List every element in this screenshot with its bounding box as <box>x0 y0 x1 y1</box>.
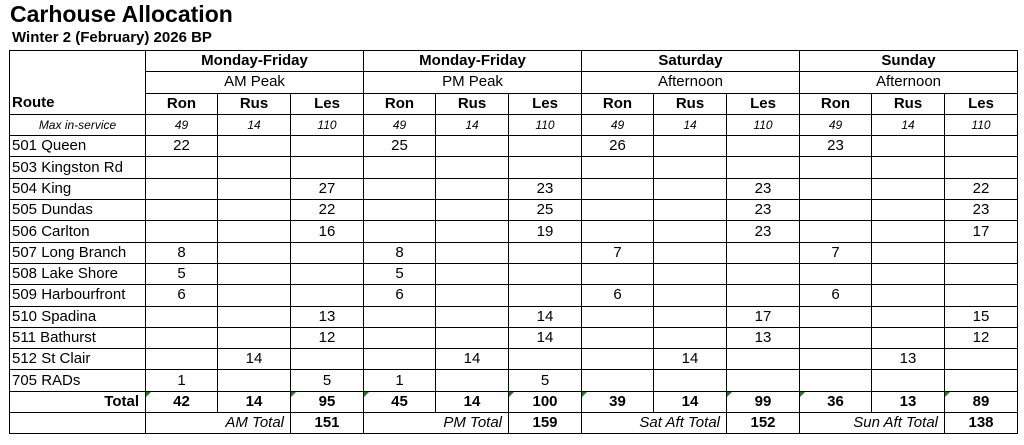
allocation-cell <box>509 136 582 157</box>
allocation-cell <box>872 200 945 221</box>
max-in-service-value: 49 <box>146 114 218 135</box>
allocation-cell <box>945 263 1018 284</box>
allocation-cell: 6 <box>146 285 218 306</box>
route-name: 507 Long Branch <box>10 242 146 263</box>
allocation-cell: 17 <box>727 306 800 327</box>
carhouse-header: Les <box>291 93 364 114</box>
allocation-cell <box>654 327 727 348</box>
allocation-cell <box>582 178 654 199</box>
total-row <box>10 391 1018 412</box>
max-in-service-value: 49 <box>582 114 654 135</box>
allocation-cell: 23 <box>800 136 872 157</box>
allocation-cell: 14 <box>509 306 582 327</box>
route-name: 504 King <box>10 178 146 199</box>
allocation-cell: 17 <box>945 221 1018 242</box>
allocation-cell: 6 <box>582 285 654 306</box>
allocation-cell <box>436 306 509 327</box>
allocation-cell <box>436 200 509 221</box>
allocation-cell <box>654 221 727 242</box>
allocation-cell <box>218 370 291 391</box>
allocation-cell <box>218 200 291 221</box>
allocation-cell <box>436 178 509 199</box>
carhouse-header-row <box>10 93 1018 114</box>
allocation-cell: 8 <box>146 242 218 263</box>
allocation-cell <box>945 136 1018 157</box>
total-value: 14 <box>218 391 291 412</box>
max-in-service-label: Max in-service <box>10 114 146 135</box>
allocation-cell <box>364 306 436 327</box>
allocation-cell <box>654 263 727 284</box>
allocation-cell <box>364 327 436 348</box>
total-value: 39 <box>582 391 654 412</box>
allocation-cell <box>291 157 364 178</box>
allocation-cell: 22 <box>146 136 218 157</box>
table-row <box>10 327 1018 348</box>
group-period-pm: PM Peak <box>364 72 582 93</box>
route-header: Route <box>10 93 146 114</box>
allocation-cell <box>800 221 872 242</box>
max-in-service-row <box>10 114 1018 135</box>
max-in-service-value: 110 <box>291 114 364 135</box>
allocation-cell <box>945 242 1018 263</box>
allocation-cell <box>436 285 509 306</box>
allocation-cell <box>509 263 582 284</box>
allocation-cell: 12 <box>291 327 364 348</box>
allocation-cell <box>727 157 800 178</box>
allocation-cell <box>218 263 291 284</box>
allocation-cell: 13 <box>727 327 800 348</box>
allocation-cell <box>582 200 654 221</box>
allocation-cell <box>146 221 218 242</box>
table-row <box>10 370 1018 391</box>
total-value: 45 <box>364 391 436 412</box>
max-in-service-value: 14 <box>872 114 945 135</box>
allocation-cell <box>654 242 727 263</box>
allocation-cell <box>291 285 364 306</box>
total-value: 14 <box>654 391 727 412</box>
period-total-value-sun: 138 <box>945 413 1018 434</box>
allocation-cell <box>218 178 291 199</box>
group-day-pm: Monday-Friday <box>364 51 582 72</box>
allocation-cell <box>291 349 364 370</box>
allocation-cell <box>146 157 218 178</box>
table-row <box>10 349 1018 370</box>
max-in-service-value: 14 <box>436 114 509 135</box>
allocation-cell <box>872 136 945 157</box>
route-name: 510 Spadina <box>10 306 146 327</box>
allocation-cell <box>436 327 509 348</box>
route-name: 511 Bathurst <box>10 327 146 348</box>
allocation-cell <box>945 370 1018 391</box>
total-value: 42 <box>146 391 218 412</box>
allocation-cell: 23 <box>727 178 800 199</box>
allocation-cell: 5 <box>146 263 218 284</box>
allocation-cell <box>436 136 509 157</box>
allocation-cell: 22 <box>291 200 364 221</box>
allocation-cell: 26 <box>582 136 654 157</box>
allocation-cell: 6 <box>800 285 872 306</box>
carhouse-header: Les <box>727 93 800 114</box>
total-value: 36 <box>800 391 872 412</box>
allocation-cell <box>654 306 727 327</box>
carhouse-header: Rus <box>654 93 727 114</box>
allocation-cell <box>509 349 582 370</box>
allocation-cell: 19 <box>509 221 582 242</box>
allocation-cell: 15 <box>945 306 1018 327</box>
total-value: 100 <box>509 391 582 412</box>
allocation-cell <box>582 370 654 391</box>
carhouse-header: Ron <box>146 93 218 114</box>
allocation-cell <box>582 327 654 348</box>
table-row <box>10 157 1018 178</box>
allocation-table <box>9 50 1018 434</box>
period-total-label-sat: Sat Aft Total <box>582 413 727 434</box>
allocation-cell <box>146 306 218 327</box>
table-row <box>10 285 1018 306</box>
allocation-cell <box>436 221 509 242</box>
group-day-sat: Saturday <box>582 51 800 72</box>
group-period-sat: Afternoon <box>582 72 800 93</box>
allocation-cell <box>582 349 654 370</box>
allocation-cell: 23 <box>509 178 582 199</box>
allocation-cell: 8 <box>364 242 436 263</box>
total-value: 14 <box>436 391 509 412</box>
group-period-sun: Afternoon <box>800 72 1018 93</box>
carhouse-header: Ron <box>800 93 872 114</box>
allocation-cell <box>654 157 727 178</box>
allocation-cell <box>872 263 945 284</box>
period-total-label-am: AM Total <box>146 413 291 434</box>
allocation-cell: 5 <box>291 370 364 391</box>
carhouse-header: Rus <box>218 93 291 114</box>
total-value: 99 <box>727 391 800 412</box>
allocation-cell <box>146 327 218 348</box>
allocation-cell <box>945 349 1018 370</box>
carhouse-header: Rus <box>872 93 945 114</box>
group-period-am: AM Peak <box>146 72 364 93</box>
max-in-service-value: 110 <box>727 114 800 135</box>
allocation-cell <box>582 157 654 178</box>
allocation-cell <box>146 200 218 221</box>
allocation-cell: 16 <box>291 221 364 242</box>
route-name: 509 Harbourfront <box>10 285 146 306</box>
allocation-cell <box>582 263 654 284</box>
allocation-cell <box>654 285 727 306</box>
group-day-sun: Sunday <box>800 51 1018 72</box>
allocation-cell <box>146 349 218 370</box>
allocation-cell <box>945 285 1018 306</box>
carhouse-header: Les <box>945 93 1018 114</box>
allocation-cell <box>291 136 364 157</box>
allocation-cell <box>582 306 654 327</box>
period-total-row <box>10 413 1018 434</box>
allocation-cell <box>218 285 291 306</box>
total-label: Total <box>10 391 146 412</box>
allocation-cell <box>872 242 945 263</box>
allocation-cell <box>800 327 872 348</box>
allocation-cell: 14 <box>218 349 291 370</box>
max-in-service-value: 49 <box>364 114 436 135</box>
allocation-cell: 23 <box>727 221 800 242</box>
allocation-cell <box>509 242 582 263</box>
allocation-cell <box>800 306 872 327</box>
allocation-cell: 14 <box>436 349 509 370</box>
allocation-cell <box>654 200 727 221</box>
total-value: 95 <box>291 391 364 412</box>
allocation-cell: 1 <box>364 370 436 391</box>
period-total-label-pm: PM Total <box>364 413 509 434</box>
route-name: 501 Queen <box>10 136 146 157</box>
allocation-cell: 7 <box>800 242 872 263</box>
allocation-cell <box>654 136 727 157</box>
allocation-cell: 1 <box>146 370 218 391</box>
allocation-cell: 5 <box>509 370 582 391</box>
allocation-cell: 22 <box>945 178 1018 199</box>
allocation-cell <box>800 370 872 391</box>
allocation-cell <box>436 157 509 178</box>
table-row <box>10 306 1018 327</box>
allocation-cell: 27 <box>291 178 364 199</box>
allocation-cell <box>509 157 582 178</box>
route-rows <box>10 136 1018 392</box>
allocation-cell <box>436 263 509 284</box>
table-row <box>10 221 1018 242</box>
allocation-cell: 23 <box>945 200 1018 221</box>
allocation-cell: 14 <box>509 327 582 348</box>
allocation-cell <box>727 370 800 391</box>
carhouse-header: Les <box>509 93 582 114</box>
carhouse-header: Ron <box>582 93 654 114</box>
table-row <box>10 242 1018 263</box>
allocation-cell <box>727 136 800 157</box>
group-day-row <box>10 51 1018 72</box>
allocation-cell <box>218 221 291 242</box>
allocation-cell <box>436 242 509 263</box>
page-title: Carhouse Allocation <box>10 1 233 27</box>
allocation-cell <box>218 157 291 178</box>
table-row <box>10 200 1018 221</box>
allocation-cell <box>291 263 364 284</box>
allocation-cell <box>727 242 800 263</box>
allocation-cell <box>727 349 800 370</box>
allocation-cell <box>872 306 945 327</box>
period-total-label-sun: Sun Aft Total <box>800 413 945 434</box>
table-row <box>10 178 1018 199</box>
max-in-service-value: 110 <box>945 114 1018 135</box>
group-day-am: Monday-Friday <box>146 51 364 72</box>
allocation-cell <box>800 263 872 284</box>
group-period-row <box>10 72 1018 93</box>
allocation-cell <box>872 370 945 391</box>
allocation-cell <box>800 349 872 370</box>
allocation-cell <box>727 285 800 306</box>
allocation-cell <box>872 157 945 178</box>
allocation-cell <box>582 221 654 242</box>
allocation-cell <box>800 157 872 178</box>
period-total-spacer <box>10 413 146 434</box>
allocation-cell <box>364 178 436 199</box>
corner-cell <box>10 51 146 94</box>
route-name: 705 RADs <box>10 370 146 391</box>
allocation-cell: 7 <box>582 242 654 263</box>
max-in-service-value: 49 <box>800 114 872 135</box>
allocation-cell <box>291 242 364 263</box>
route-name: 506 Carlton <box>10 221 146 242</box>
allocation-cell <box>364 157 436 178</box>
allocation-cell <box>654 370 727 391</box>
max-in-service-value: 110 <box>509 114 582 135</box>
allocation-cell <box>218 327 291 348</box>
period-total-value-sat: 152 <box>727 413 800 434</box>
allocation-cell: 13 <box>291 306 364 327</box>
page-subtitle: Winter 2 (February) 2026 BP <box>12 29 212 46</box>
total-value: 89 <box>945 391 1018 412</box>
route-name: 512 St Clair <box>10 349 146 370</box>
allocation-cell <box>364 200 436 221</box>
allocation-cell <box>218 242 291 263</box>
route-name: 508 Lake Shore <box>10 263 146 284</box>
allocation-cell <box>509 285 582 306</box>
allocation-cell <box>654 178 727 199</box>
allocation-cell <box>218 306 291 327</box>
allocation-cell <box>364 221 436 242</box>
allocation-cell <box>945 157 1018 178</box>
allocation-cell: 25 <box>364 136 436 157</box>
allocation-cell <box>872 178 945 199</box>
allocation-cell <box>800 178 872 199</box>
allocation-cell <box>146 178 218 199</box>
allocation-cell <box>872 221 945 242</box>
allocation-cell: 13 <box>872 349 945 370</box>
carhouse-header: Ron <box>364 93 436 114</box>
allocation-cell <box>872 327 945 348</box>
table-row <box>10 263 1018 284</box>
route-name: 505 Dundas <box>10 200 146 221</box>
carhouse-header: Rus <box>436 93 509 114</box>
allocation-cell: 6 <box>364 285 436 306</box>
allocation-cell <box>800 200 872 221</box>
allocation-cell <box>218 136 291 157</box>
max-in-service-value: 14 <box>654 114 727 135</box>
route-name: 503 Kingston Rd <box>10 157 146 178</box>
max-in-service-value: 14 <box>218 114 291 135</box>
allocation-cell <box>727 263 800 284</box>
allocation-cell: 23 <box>727 200 800 221</box>
allocation-cell: 25 <box>509 200 582 221</box>
period-total-value-am: 151 <box>291 413 364 434</box>
period-total-value-pm: 159 <box>509 413 582 434</box>
allocation-cell <box>872 285 945 306</box>
allocation-cell: 5 <box>364 263 436 284</box>
allocation-cell: 12 <box>945 327 1018 348</box>
total-value: 13 <box>872 391 945 412</box>
allocation-cell <box>436 370 509 391</box>
allocation-cell: 14 <box>654 349 727 370</box>
table-row <box>10 136 1018 157</box>
allocation-cell <box>364 349 436 370</box>
